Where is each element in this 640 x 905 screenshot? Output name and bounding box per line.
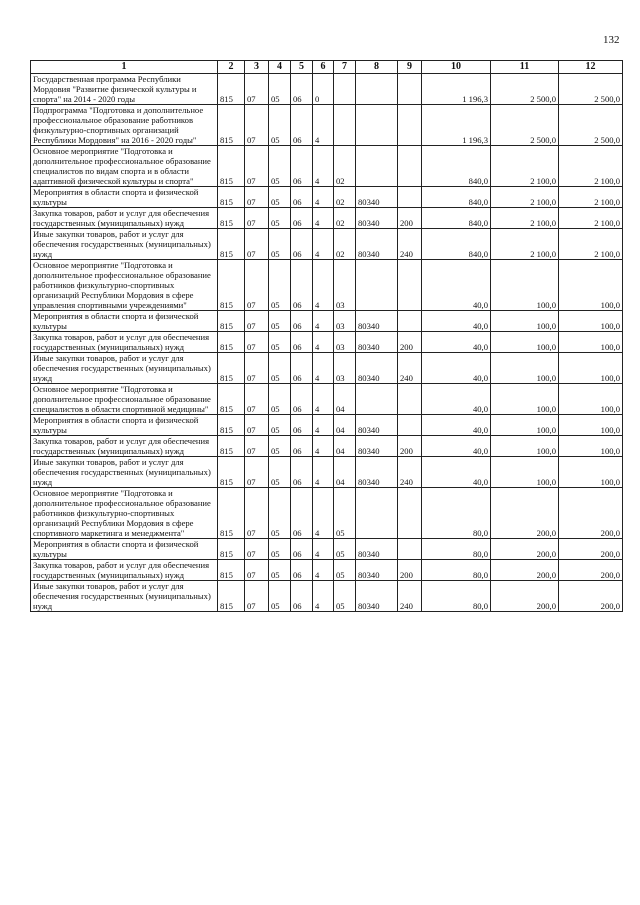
code-cell: 04 [334, 457, 356, 488]
code-cell: 06 [291, 457, 313, 488]
row-name-cell: Мероприятия в области спорта и физической культуры [31, 187, 218, 208]
column-header: 5 [291, 61, 313, 74]
code-cell: 240 [398, 581, 422, 612]
amount-cell: 100,0 [491, 384, 559, 415]
amount-cell: 100,0 [559, 353, 623, 384]
table-row [31, 539, 623, 560]
code-cell: 815 [218, 539, 245, 560]
code-cell [398, 415, 422, 436]
table-row [31, 187, 623, 208]
code-cell: 815 [218, 311, 245, 332]
code-cell: 815 [218, 74, 245, 105]
code-cell: 4 [313, 539, 334, 560]
code-cell: 815 [218, 146, 245, 187]
code-cell: 815 [218, 457, 245, 488]
table-row [31, 436, 623, 457]
column-header: 8 [356, 61, 398, 74]
budget-table [30, 60, 623, 612]
code-cell: 04 [334, 384, 356, 415]
code-cell: 07 [245, 229, 269, 260]
code-cell: 03 [334, 311, 356, 332]
code-cell: 80340 [356, 229, 398, 260]
code-cell: 05 [269, 539, 291, 560]
table-row [31, 332, 623, 353]
row-name-cell: Основное мероприятие "Подготовка и дополнительное профессиональное образование специалистов по видам спорта и в области адаптивной физической культуры и спорта" [31, 146, 218, 187]
code-cell: 02 [334, 229, 356, 260]
code-cell: 07 [245, 208, 269, 229]
amount-cell: 100,0 [491, 332, 559, 353]
code-cell: 05 [269, 311, 291, 332]
code-cell: 0 [313, 74, 334, 105]
column-header: 11 [491, 61, 559, 74]
amount-cell: 2 100,0 [559, 146, 623, 187]
row-name-cell: Закупка товаров, работ и услуг для обеспечения государственных (муниципальных) нужд [31, 436, 218, 457]
code-cell: 80340 [356, 415, 398, 436]
code-cell: 03 [334, 332, 356, 353]
code-cell: 07 [245, 488, 269, 539]
code-cell: 815 [218, 560, 245, 581]
amount-cell: 200,0 [559, 539, 623, 560]
code-cell: 80340 [356, 311, 398, 332]
code-cell: 06 [291, 581, 313, 612]
row-name-cell: Мероприятия в области спорта и физической культуры [31, 311, 218, 332]
amount-cell: 100,0 [491, 260, 559, 311]
amount-cell: 2 100,0 [491, 229, 559, 260]
amount-cell: 100,0 [491, 353, 559, 384]
amount-cell: 40,0 [422, 415, 491, 436]
amount-cell: 80,0 [422, 560, 491, 581]
code-cell: 05 [334, 581, 356, 612]
row-name-cell: Мероприятия в области спорта и физической культуры [31, 415, 218, 436]
amount-cell: 40,0 [422, 436, 491, 457]
code-cell: 07 [245, 260, 269, 311]
code-cell [398, 260, 422, 311]
amount-cell: 200,0 [559, 581, 623, 612]
code-cell [356, 74, 398, 105]
table-row [31, 415, 623, 436]
code-cell: 05 [334, 560, 356, 581]
amount-cell: 2 500,0 [491, 105, 559, 146]
code-cell: 80340 [356, 581, 398, 612]
column-header: 10 [422, 61, 491, 74]
amount-cell: 200,0 [491, 488, 559, 539]
code-cell: 06 [291, 146, 313, 187]
table-row [31, 311, 623, 332]
amount-cell: 200,0 [491, 539, 559, 560]
code-cell: 240 [398, 353, 422, 384]
column-header: 9 [398, 61, 422, 74]
code-cell: 815 [218, 415, 245, 436]
amount-cell: 840,0 [422, 187, 491, 208]
code-cell: 815 [218, 208, 245, 229]
code-cell: 4 [313, 311, 334, 332]
code-cell [398, 539, 422, 560]
table-row [31, 488, 623, 539]
code-cell: 04 [334, 436, 356, 457]
code-cell: 80340 [356, 332, 398, 353]
code-cell: 04 [334, 415, 356, 436]
code-cell: 05 [269, 208, 291, 229]
table-body [31, 74, 623, 612]
amount-cell: 840,0 [422, 208, 491, 229]
code-cell: 80340 [356, 436, 398, 457]
amount-cell: 200,0 [559, 560, 623, 581]
code-cell: 07 [245, 384, 269, 415]
column-header: 2 [218, 61, 245, 74]
code-cell: 06 [291, 105, 313, 146]
amount-cell: 40,0 [422, 311, 491, 332]
amount-cell: 2 500,0 [491, 74, 559, 105]
code-cell [398, 187, 422, 208]
code-cell: 4 [313, 353, 334, 384]
code-cell: 07 [245, 146, 269, 187]
code-cell: 815 [218, 187, 245, 208]
code-cell: 05 [269, 415, 291, 436]
code-cell: 4 [313, 560, 334, 581]
code-cell: 06 [291, 488, 313, 539]
code-cell [356, 488, 398, 539]
code-cell: 06 [291, 539, 313, 560]
code-cell: 06 [291, 260, 313, 311]
column-header: 12 [559, 61, 623, 74]
code-cell: 06 [291, 384, 313, 415]
code-cell: 06 [291, 208, 313, 229]
code-cell: 815 [218, 229, 245, 260]
code-cell: 02 [334, 187, 356, 208]
code-cell [356, 260, 398, 311]
code-cell: 815 [218, 488, 245, 539]
table-row [31, 260, 623, 311]
code-cell: 07 [245, 311, 269, 332]
page-number: 132 [603, 34, 620, 46]
amount-cell: 100,0 [559, 436, 623, 457]
amount-cell: 100,0 [491, 311, 559, 332]
row-name-cell: Закупка товаров, работ и услуг для обеспечения государственных (муниципальных) нужд [31, 560, 218, 581]
code-cell: 03 [334, 260, 356, 311]
amount-cell: 840,0 [422, 229, 491, 260]
amount-cell: 2 100,0 [491, 208, 559, 229]
amount-cell: 100,0 [559, 457, 623, 488]
amount-cell: 100,0 [559, 384, 623, 415]
code-cell: 02 [334, 208, 356, 229]
row-name-cell: Иные закупки товаров, работ и услуг для обеспечения государственных (муниципальных) нужд [31, 229, 218, 260]
code-cell: 07 [245, 415, 269, 436]
code-cell: 07 [245, 74, 269, 105]
code-cell: 4 [313, 332, 334, 353]
code-cell: 07 [245, 581, 269, 612]
code-cell: 815 [218, 436, 245, 457]
amount-cell: 100,0 [491, 415, 559, 436]
table-row [31, 560, 623, 581]
amount-cell: 2 100,0 [491, 146, 559, 187]
code-cell: 80340 [356, 560, 398, 581]
code-cell: 815 [218, 332, 245, 353]
code-cell: 05 [269, 560, 291, 581]
amount-cell: 2 100,0 [559, 229, 623, 260]
column-header: 6 [313, 61, 334, 74]
code-cell: 05 [269, 105, 291, 146]
amount-cell: 200,0 [491, 581, 559, 612]
table-row [31, 457, 623, 488]
code-cell: 06 [291, 560, 313, 581]
code-cell: 06 [291, 187, 313, 208]
code-cell: 05 [269, 260, 291, 311]
amount-cell: 200,0 [491, 560, 559, 581]
amount-cell: 2 100,0 [559, 187, 623, 208]
code-cell: 03 [334, 353, 356, 384]
code-cell: 4 [313, 208, 334, 229]
code-cell [398, 105, 422, 146]
code-cell: 240 [398, 457, 422, 488]
code-cell: 05 [269, 457, 291, 488]
code-cell: 05 [269, 353, 291, 384]
code-cell: 05 [269, 229, 291, 260]
code-cell: 05 [269, 74, 291, 105]
row-name-cell: Закупка товаров, работ и услуг для обеспечения государственных (муниципальных) нужд [31, 332, 218, 353]
table-row [31, 74, 623, 105]
code-cell: 815 [218, 105, 245, 146]
code-cell: 07 [245, 457, 269, 488]
code-cell: 80340 [356, 187, 398, 208]
table-row [31, 581, 623, 612]
code-cell: 05 [334, 488, 356, 539]
code-cell: 200 [398, 332, 422, 353]
column-header: 1 [31, 61, 218, 74]
code-cell: 200 [398, 436, 422, 457]
row-name-cell: Мероприятия в области спорта и физической культуры [31, 539, 218, 560]
amount-cell: 80,0 [422, 488, 491, 539]
code-cell: 05 [334, 539, 356, 560]
code-cell: 06 [291, 311, 313, 332]
code-cell: 4 [313, 146, 334, 187]
amount-cell: 40,0 [422, 332, 491, 353]
row-name-cell: Иные закупки товаров, работ и услуг для обеспечения государственных (муниципальных) нужд [31, 581, 218, 612]
code-cell: 07 [245, 105, 269, 146]
code-cell: 4 [313, 105, 334, 146]
row-name-cell: Иные закупки товаров, работ и услуг для обеспечения государственных (муниципальных) нужд [31, 457, 218, 488]
code-cell: 06 [291, 332, 313, 353]
code-cell: 815 [218, 581, 245, 612]
code-cell: 815 [218, 353, 245, 384]
code-cell: 815 [218, 260, 245, 311]
code-cell: 240 [398, 229, 422, 260]
code-cell: 4 [313, 384, 334, 415]
amount-cell: 2 100,0 [491, 187, 559, 208]
amount-cell: 2 500,0 [559, 105, 623, 146]
code-cell: 06 [291, 415, 313, 436]
code-cell: 4 [313, 187, 334, 208]
amount-cell: 40,0 [422, 384, 491, 415]
amount-cell: 100,0 [559, 415, 623, 436]
code-cell [356, 105, 398, 146]
code-cell: 07 [245, 560, 269, 581]
row-name-cell: Основное мероприятие "Подготовка и дополнительное профессиональное образование работников физкультурно-спортивных организаций Республики Мордовия в сфере спортивного маркетинга и менеджмента" [31, 488, 218, 539]
amount-cell: 2 100,0 [559, 208, 623, 229]
code-cell: 200 [398, 560, 422, 581]
code-cell: 06 [291, 229, 313, 260]
code-cell [398, 311, 422, 332]
amount-cell: 40,0 [422, 457, 491, 488]
amount-cell: 100,0 [491, 436, 559, 457]
code-cell: 200 [398, 208, 422, 229]
table-row [31, 105, 623, 146]
code-cell: 80340 [356, 208, 398, 229]
amount-cell: 840,0 [422, 146, 491, 187]
code-cell: 05 [269, 187, 291, 208]
code-cell: 07 [245, 187, 269, 208]
amount-cell: 1 196,3 [422, 74, 491, 105]
code-cell [356, 146, 398, 187]
code-cell: 07 [245, 539, 269, 560]
code-cell: 4 [313, 260, 334, 311]
row-name-cell: Основное мероприятие "Подготовка и дополнительное профессиональное образование специалистов в области спортивной медицины" [31, 384, 218, 415]
amount-cell: 100,0 [559, 311, 623, 332]
table-header-row [31, 61, 623, 74]
table-row [31, 353, 623, 384]
code-cell: 06 [291, 436, 313, 457]
table-row [31, 208, 623, 229]
code-cell: 4 [313, 229, 334, 260]
code-cell: 06 [291, 353, 313, 384]
code-cell: 4 [313, 457, 334, 488]
column-header: 3 [245, 61, 269, 74]
code-cell: 05 [269, 488, 291, 539]
code-cell: 80340 [356, 457, 398, 488]
row-name-cell: Государственная программа Республики Мордовия "Развитие физической культуры и спорта" на 2014 - 2020 годы [31, 74, 218, 105]
code-cell: 07 [245, 353, 269, 384]
code-cell: 06 [291, 74, 313, 105]
table-row [31, 146, 623, 187]
code-cell [398, 488, 422, 539]
row-name-cell: Закупка товаров, работ и услуг для обеспечения государственных (муниципальных) нужд [31, 208, 218, 229]
column-header: 4 [269, 61, 291, 74]
code-cell [334, 74, 356, 105]
amount-cell: 100,0 [559, 260, 623, 311]
row-name-cell: Основное мероприятие "Подготовка и дополнительное профессиональное образование работников физкультурно-спортивных организаций Республики Мордовия в сфере управления спортивными учреждениями" [31, 260, 218, 311]
amount-cell: 200,0 [559, 488, 623, 539]
row-name-cell: Иные закупки товаров, работ и услуг для обеспечения государственных (муниципальных) нужд [31, 353, 218, 384]
code-cell: 815 [218, 384, 245, 415]
amount-cell: 80,0 [422, 581, 491, 612]
amount-cell: 100,0 [491, 457, 559, 488]
amount-cell: 80,0 [422, 539, 491, 560]
code-cell: 80340 [356, 539, 398, 560]
code-cell: 05 [269, 436, 291, 457]
code-cell: 4 [313, 436, 334, 457]
amount-cell: 40,0 [422, 353, 491, 384]
code-cell [398, 74, 422, 105]
code-cell [398, 146, 422, 187]
table-row [31, 384, 623, 415]
code-cell: 4 [313, 488, 334, 539]
code-cell [334, 105, 356, 146]
code-cell: 05 [269, 384, 291, 415]
code-cell: 02 [334, 146, 356, 187]
amount-cell: 40,0 [422, 260, 491, 311]
code-cell: 4 [313, 415, 334, 436]
amount-cell: 100,0 [559, 332, 623, 353]
code-cell: 05 [269, 146, 291, 187]
code-cell: 05 [269, 581, 291, 612]
amount-cell: 2 500,0 [559, 74, 623, 105]
column-header: 7 [334, 61, 356, 74]
code-cell [398, 384, 422, 415]
code-cell [356, 384, 398, 415]
code-cell: 07 [245, 332, 269, 353]
table-row [31, 229, 623, 260]
amount-cell: 1 196,3 [422, 105, 491, 146]
row-name-cell: Подпрограмма "Подготовка и дополнительное профессиональное образование работников физкультурно-спортивных организаций Республики Мордовия" на 2016 - 2020 годы" [31, 105, 218, 146]
code-cell: 80340 [356, 353, 398, 384]
code-cell: 4 [313, 581, 334, 612]
code-cell: 07 [245, 436, 269, 457]
code-cell: 05 [269, 332, 291, 353]
